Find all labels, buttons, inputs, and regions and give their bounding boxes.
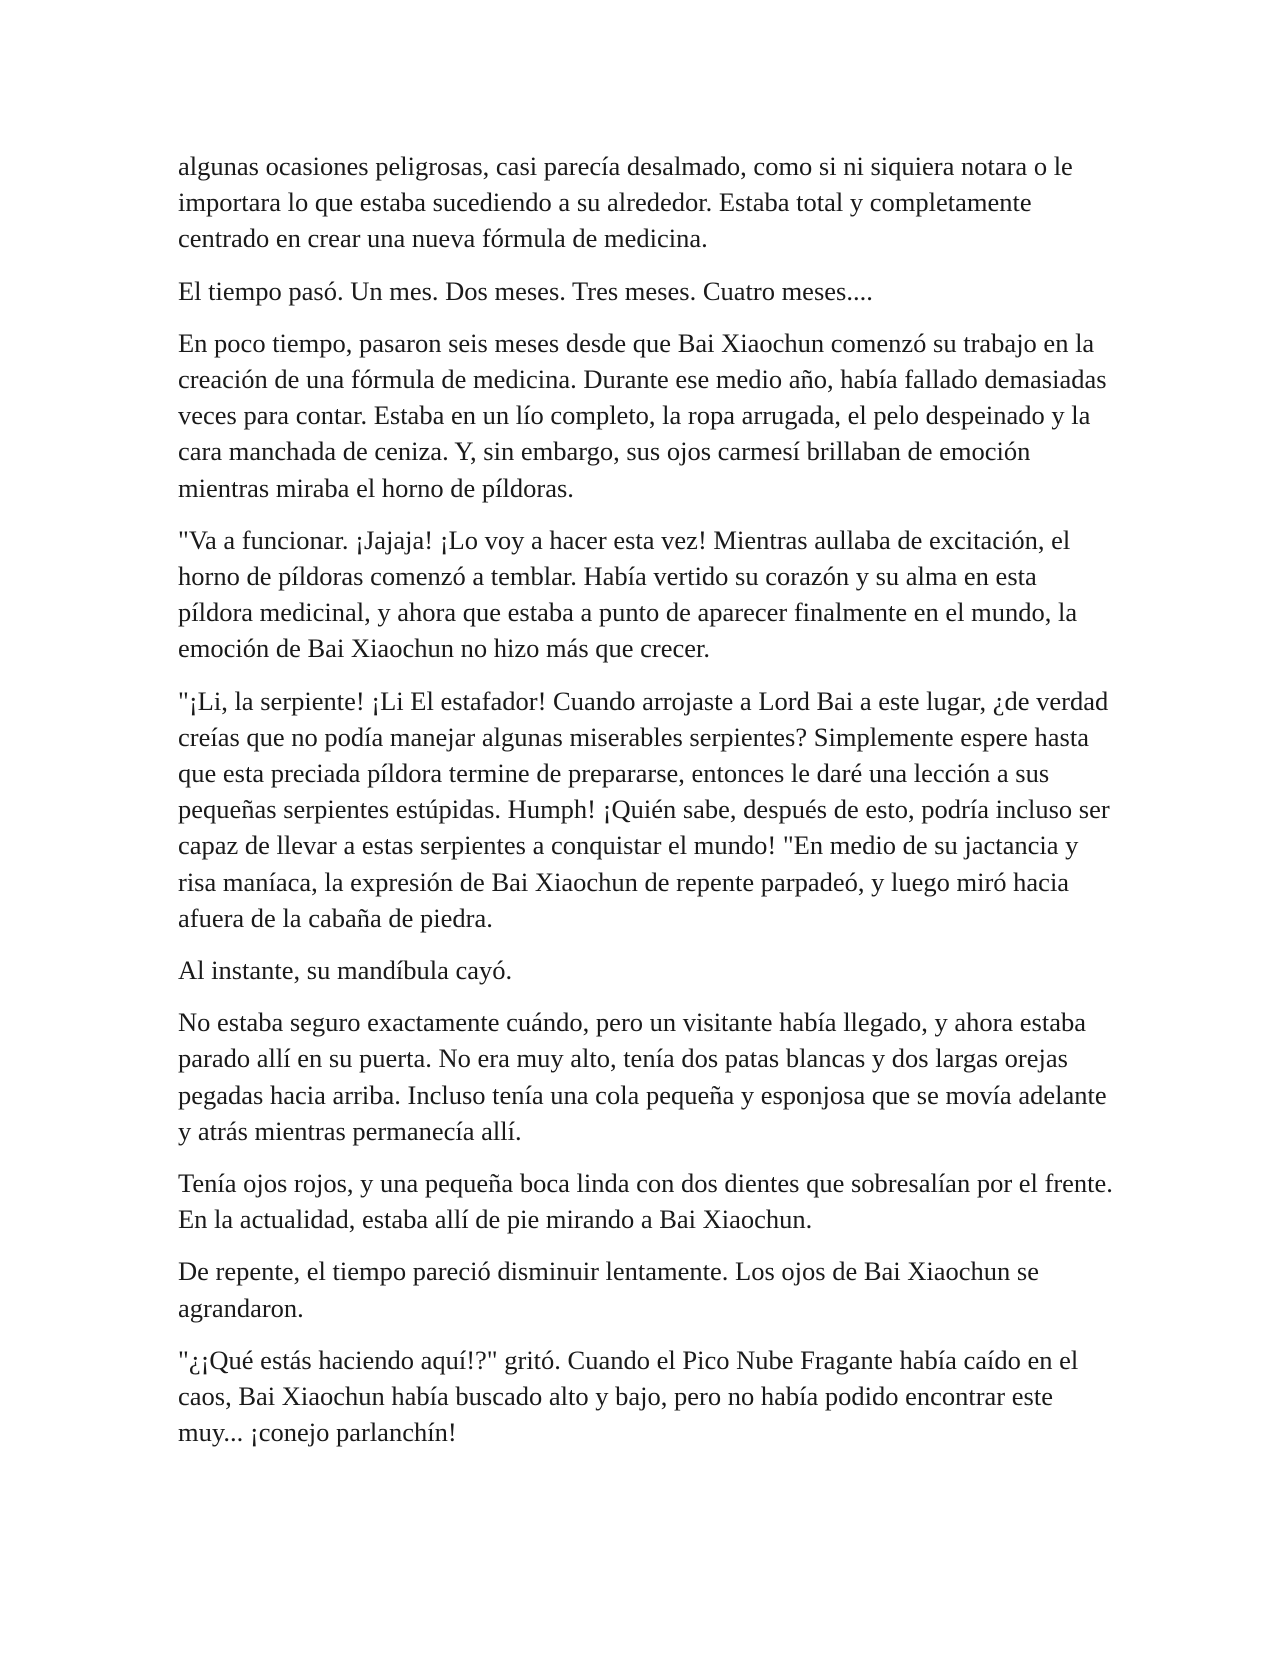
paragraph: No estaba seguro exactamente cuándo, pero un visitante había llegado, y ahora estaba parado allí en su puerta. No era muy alto, tenía dos patas blancas y dos largas orejas pegadas hacia arriba. Incluso tenía una cola pequeña y esponjosa que se movía adelante y atrás mientras permanecía allí.	[178, 1007, 1107, 1146]
paragraph: "Va a funcionar. ¡Jajaja! ¡Lo voy a hacer esta vez! Mientras aullaba de excitación, el horno de píldoras comenzó a temblar. Había vertido su corazón y su alma en esta píldora medicinal, y ahora que estaba a punto de aparecer finalmente en el mundo, la emoción de Bai Xiaochun no hizo más que crecer.	[178, 524, 1078, 664]
paragraph: Tenía ojos rojos, y una pequeña boca linda con dos dientes que sobresalían por el frente. En la actualidad, estaba allí de pie mirando a Bai Xiaochun.	[178, 1168, 1113, 1235]
document-body	[178, 148, 1118, 1467]
paragraph: El tiempo pasó. Un mes. Dos meses. Tres meses. Cuatro meses....	[178, 275, 873, 306]
paragraph: En poco tiempo, pasaron seis meses desde que Bai Xiaochun comenzó su trabajo en la creación de una fórmula de medicina. Durante ese medio año, había fallado demasiadas veces para contar. Estaba en un lío completo, la ropa arrugada, el pelo despeinado y la cara manchada de ceniza. Y, sin embargo, sus ojos carmesí brillaban de emoción mientras miraba el horno de píldoras.	[178, 327, 1107, 503]
paragraph: De repente, el tiempo pareció disminuir lentamente. Los ojos de Bai Xiaochun se agrandaron.	[178, 1256, 1039, 1323]
paragraph: "¡Li, la serpiente! ¡Li El estafador! Cuando arrojaste a Lord Bai a este lugar, ¿de verdad creías que no podía manejar algunas miserables serpientes? Simplemente espere hasta que esta preciada píldora termine de prepararse, entonces le daré una lección a sus pequeñas serpientes estúpidas. Humph! ¡Quién sabe, después de esto, podría incluso ser capaz de llevar a estas serpientes a conquistar el mundo! "En medio de su jactancia y risa maníaca, la expresión de Bai Xiaochun de repente parpadeó, y luego miró hacia afuera de la cabaña de piedra.	[178, 685, 1110, 933]
paragraph: "¿¡Qué estás haciendo aquí!?" gritó. Cuando el Pico Nube Fragante había caído en el caos, Bai Xiaochun había buscado alto y bajo, pero no había podido encontrar este muy... ¡conejo parlanchín!	[178, 1344, 1079, 1448]
paragraph: algunas ocasiones peligrosas, casi parecía desalmado, como si ni siquiera notara o le importara lo que estaba sucediendo a su alrededor. Estaba total y completamente centrado en crear una nueva fórmula de medicina.	[178, 151, 1073, 254]
paragraph: Al instante, su mandíbula cayó.	[178, 955, 513, 986]
